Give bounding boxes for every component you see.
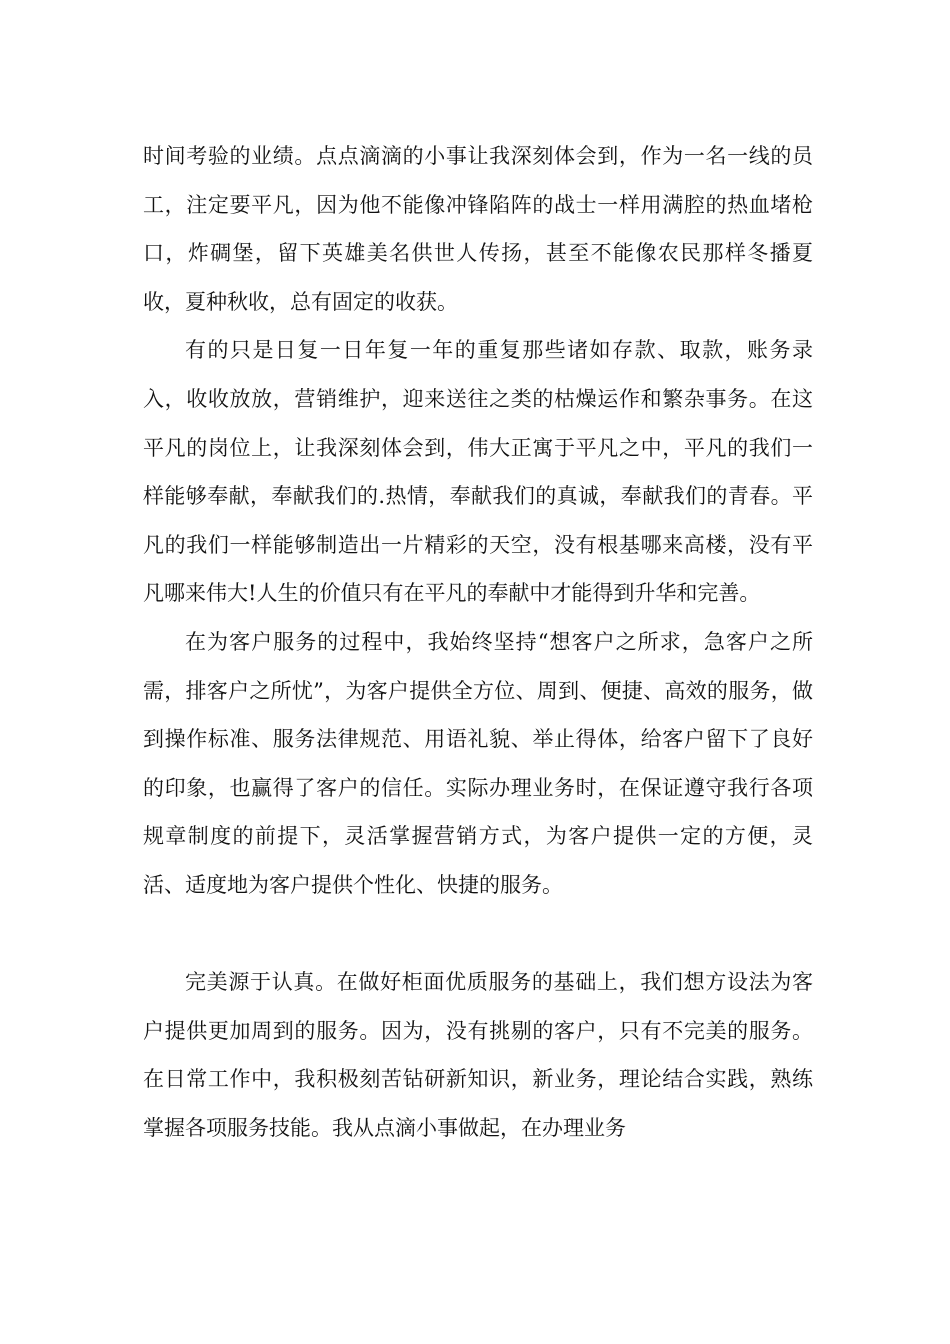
paragraph-perfection: 完美源于认真。在做好柜面优质服务的基础上，我们想方设法为客户提供更加周到的服务。因为，没有挑剔的客户，只有不完美的服务。在日常工作中，我积极刻苦钻研新知识，新业务，理论结合实践，熟练掌握各项服务技能。我从点滴小事做起，在办理业务 [143, 970, 813, 1140]
paragraph-customer-service: 在为客户服务的过程中，我始终坚持“想客户之所求，急客户之所需，排客户之所忧”，为客户提供全方位、周到、便捷、高效的服务，做到操作标准、服务法律规范、用语礼貌、举止得体，给客户留下了良好的印象，也赢得了客户的信任。实际办理业务时，在保证遵守我行各项规章制度的前提下，灵活掌握营销方式，为客户提供一定的方便，灵活、适度地为客户提供个性化、快捷的服务。 [143, 629, 813, 897]
paragraph-routine-work: 有的只是日复一日年复一年的重复那些诸如存款、取款，账务录入，收收放放，营销维护，迎来送往之类的枯燥运作和繁杂事务。在这平凡的岗位上，让我深刻体会到，伟大正寓于平凡之中，平凡的我们一样能够奉献，奉献我们的.热情，奉献我们的真诚，奉献我们的青春。平凡的我们一样能够制造出一片精彩的天空，没有根基哪来高楼，没有平凡哪来伟大!人生的价值只有在平凡的奉献中才能得到升华和完善。 [143, 338, 813, 606]
paragraph-spacer [143, 910, 813, 959]
document-body [143, 132, 813, 1152]
paragraph-continuation: 时间考验的业绩。点点滴滴的小事让我深刻体会到，作为一名一线的员工，注定要平凡，因为他不能像冲锋陷阵的战士一样用满腔的热血堵枪口，炸碉堡，留下英雄美名供世人传扬，甚至不能像农民那样冬播夏收，夏种秋收，总有固定的收获。 [143, 144, 813, 314]
